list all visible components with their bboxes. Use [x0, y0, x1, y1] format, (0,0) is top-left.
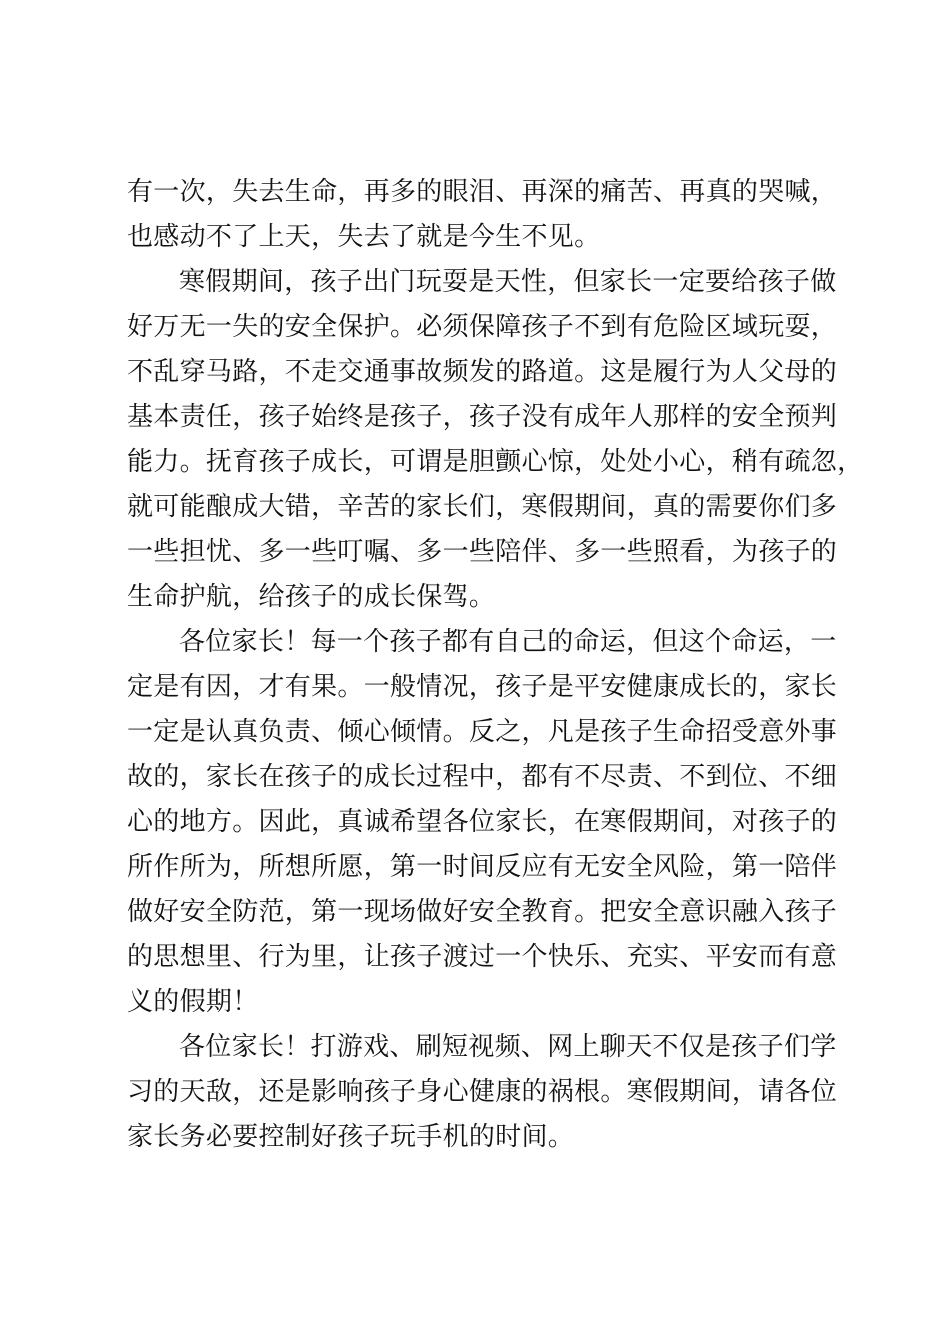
text-line: 基本责任，孩子始终是孩子，孩子没有成年人那样的安全预判	[127, 402, 838, 432]
text-line: 所作所为，所想所愿，第一时间反应有无安全风险，第一陪伴	[127, 852, 838, 882]
text-line: 做好安全防范，第一现场做好安全教育。把安全意识融入孩子	[127, 897, 838, 927]
text-line: 一定是认真负责、倾心倾情。反之，凡是孩子生命招受意外事	[127, 717, 838, 747]
paragraph-4	[127, 1025, 857, 1160]
text-line: 定是有因，才有果。一般情况，孩子是平安健康成长的，家长	[127, 672, 838, 702]
text-line: 就可能酿成大错，辛苦的家长们，寒假期间，真的需要你们多	[127, 492, 838, 522]
paragraph-1	[127, 170, 857, 260]
text-line: 故的，家长在孩子的成长过程中，都有不尽责、不到位、不细	[127, 762, 838, 792]
text-line: 寒假期间，孩子出门玩耍是天性，但家长一定要给孩子做	[179, 267, 837, 297]
document-body	[127, 170, 864, 1160]
text-line: 义的假期！	[127, 987, 259, 1017]
text-line: 能力。抚育孩子成长，可谓是胆颤心惊，处处小心，稍有疏忽，	[127, 447, 864, 477]
text-line: 生命护航，给孩子的成长保驾。	[127, 582, 496, 612]
text-line: 一些担忧、多一些叮嘱、多一些陪伴、多一些照看，为孩子的	[127, 537, 838, 567]
text-line: 家长务必要控制好孩子玩手机的时间。	[127, 1122, 575, 1152]
text-line: 也感动不了上天，失去了就是今生不见。	[127, 222, 601, 252]
paragraph-3	[127, 620, 857, 1025]
text-line: 好万无一失的安全保护。必须保障孩子不到有危险区域玩耍，	[127, 312, 838, 342]
text-line: 有一次，失去生命，再多的眼泪、再深的痛苦、再真的哭喊，	[127, 177, 838, 207]
text-line: 的思想里、行为里，让孩子渡过一个快乐、充实、平安而有意	[127, 942, 838, 972]
paragraph-2	[127, 260, 864, 620]
text-line: 心的地方。因此，真诚希望各位家长，在寒假期间，对孩子的	[127, 807, 838, 837]
text-line: 各位家长！打游戏、刷短视频、网上聊天不仅是孩子们学	[179, 1032, 837, 1062]
text-line: 不乱穿马路，不走交通事故频发的路道。这是履行为人父母的	[127, 357, 838, 387]
text-line: 习的天敌，还是影响孩子身心健康的祸根。寒假期间，请各位	[127, 1077, 838, 1107]
text-line: 各位家长！每一个孩子都有自己的命运，但这个命运，一	[179, 627, 837, 657]
